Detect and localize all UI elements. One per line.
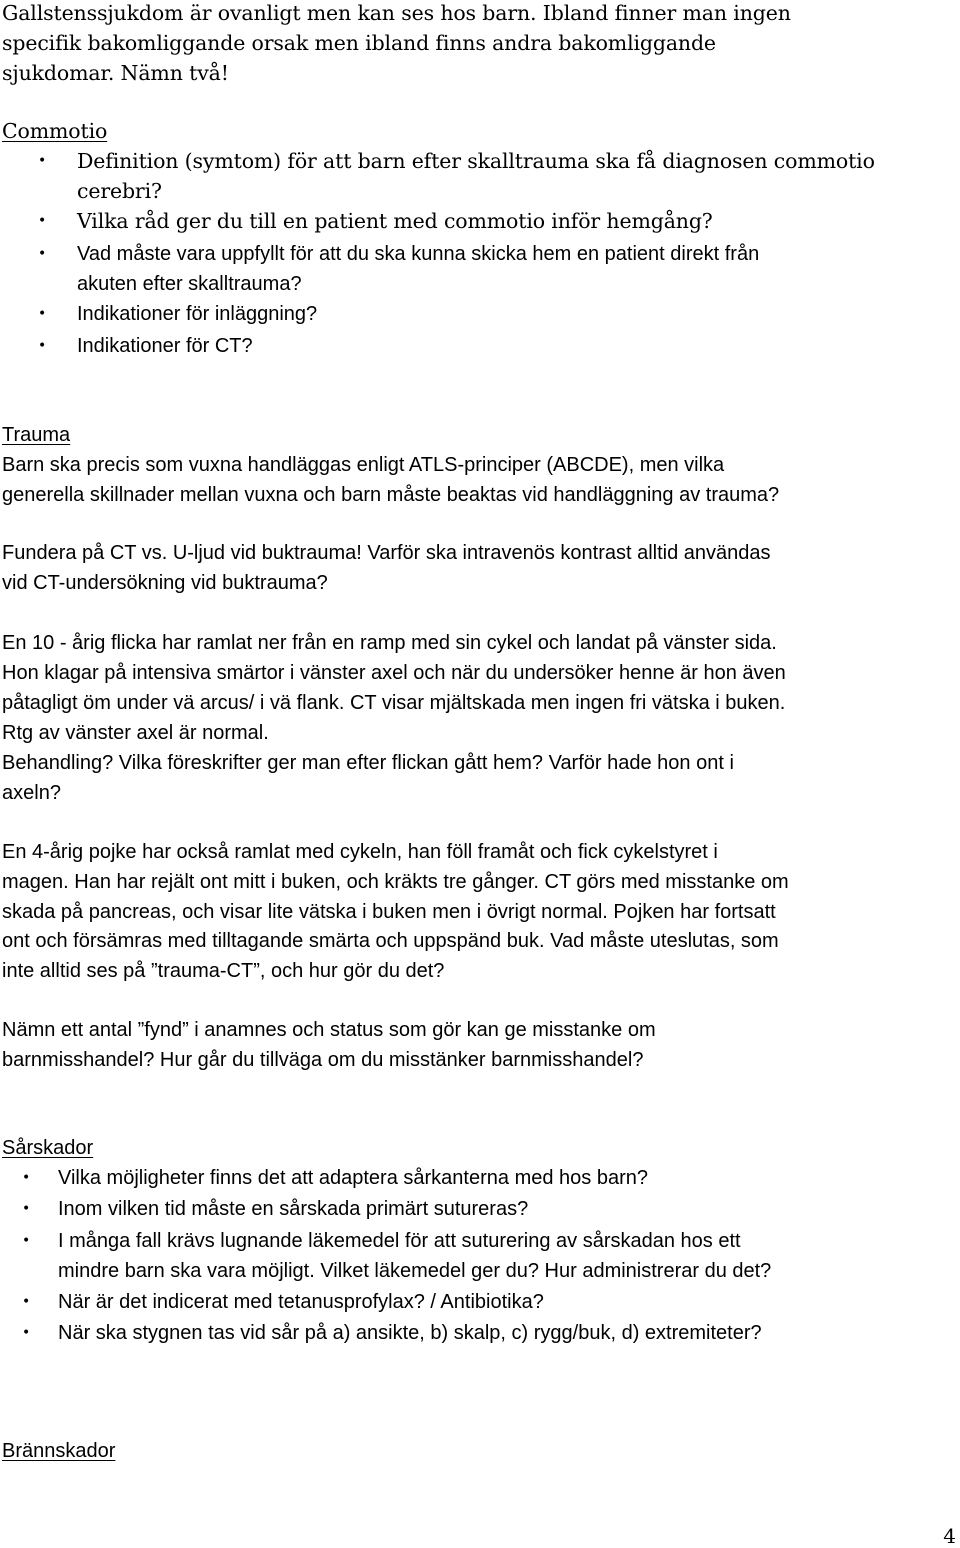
trauma-paragraph-5-line-1: Nämn ett antal ”fynd” i anamnes och status som gör kan ge misstanke om [2, 1019, 656, 1041]
heading-commotio: Commotio [2, 119, 108, 143]
bullet-icon: • [38, 338, 47, 354]
intro-line-3: sjukdomar. Nämn två! [2, 61, 229, 85]
trauma-paragraph-3-line-3: påtagligt öm under vä arcus/ i vä flank. CT visar mjältskada men ingen fri vätska i buken. [2, 692, 786, 714]
intro-line-1: Gallstenssjukdom är ovanligt men kan ses hos barn. Ibland finner man ingen [2, 1, 791, 25]
commotio-item-4: Indikationer för inläggning? [77, 303, 318, 325]
heading-brannskador: Brännskador [2, 1440, 116, 1462]
bullet-icon: • [22, 1233, 31, 1249]
sarskador-item-4: När är det indicerat med tetanusprofylax? / Antibiotika? [58, 1291, 544, 1313]
commotio-item-3-line-2: akuten efter skalltrauma? [77, 273, 302, 295]
bullet-icon: • [22, 1325, 31, 1341]
trauma-paragraph-4-line-2: magen. Han har rejält ont mitt i buken, och kräkts tre gånger. CT görs med misstanke om [2, 871, 789, 893]
page-number: 4 [943, 1524, 956, 1548]
bullet-icon: • [22, 1170, 31, 1186]
sarskador-item-1: Vilka möjligheter finns det att adaptera sårkanterna med hos barn? [58, 1167, 648, 1189]
bullet-icon: • [38, 153, 47, 169]
trauma-paragraph-3-line-2: Hon klagar på intensiva smärtor i vänster axel och när du undersöker henne är hon även [2, 662, 786, 684]
trauma-paragraph-4-line-5: inte alltid ses på ”trauma-CT”, och hur gör du det? [2, 960, 445, 982]
heading-sarskador: Sårskador [2, 1137, 94, 1159]
commotio-item-1-line-2: cerebri? [77, 179, 162, 203]
sarskador-item-5: När ska stygnen tas vid sår på a) ansikte, b) skalp, c) rygg/buk, d) extremiteter? [58, 1322, 762, 1344]
trauma-paragraph-4-line-3: skada på pancreas, och visar lite vätska i buken men i övrigt normal. Pojken har fortsatt [2, 901, 776, 923]
trauma-paragraph-4-line-1: En 4-årig pojke har också ramlat med cykeln, han föll framåt och fick cykelstyret i [2, 841, 718, 863]
bullet-icon: • [22, 1201, 31, 1217]
bullet-icon: • [38, 213, 47, 229]
sarskador-item-3-line-1: I många fall krävs lugnande läkemedel för att suturering av sårskadan hos ett [58, 1230, 741, 1252]
trauma-paragraph-3-line-6: axeln? [2, 782, 61, 804]
sarskador-item-3-line-2: mindre barn ska vara möjligt. Vilket läkemedel ger du? Hur administrerar du det? [58, 1260, 772, 1282]
trauma-paragraph-2-line-1: Fundera på CT vs. U-ljud vid buktrauma! Varför ska intravenös kontrast alltid användas [2, 542, 771, 564]
trauma-paragraph-1-line-2: generella skillnader mellan vuxna och barn måste beaktas vid handläggning av trauma? [2, 484, 780, 506]
trauma-paragraph-3-line-4: Rtg av vänster axel är normal. [2, 722, 269, 744]
trauma-paragraph-3-line-1: En 10 - årig flicka har ramlat ner från en ramp med sin cykel och landat på vänster sida. [2, 632, 777, 654]
intro-line-2: specifik bakomliggande orsak men ibland finns andra bakomliggande [2, 31, 716, 55]
trauma-paragraph-3-line-5: Behandling? Vilka föreskrifter ger man efter flickan gått hem? Varför hade hon ont i [2, 752, 734, 774]
trauma-paragraph-1-line-1: Barn ska precis som vuxna handläggas enligt ATLS-principer (ABCDE), men vilka [2, 454, 725, 476]
bullet-icon: • [22, 1294, 31, 1310]
commotio-item-2: Vilka råd ger du till en patient med commotio inför hemgång? [77, 209, 713, 233]
trauma-paragraph-5-line-2: barnmisshandel? Hur går du tillväga om du misstänker barnmisshandel? [2, 1049, 644, 1071]
bullet-icon: • [38, 306, 47, 322]
bullet-icon: • [38, 246, 47, 262]
commotio-item-5: Indikationer för CT? [77, 335, 253, 357]
trauma-paragraph-2-line-2: vid CT-undersökning vid buktrauma? [2, 572, 328, 594]
commotio-item-1-line-1: Definition (symtom) för att barn efter skalltrauma ska få diagnosen commotio [77, 149, 875, 173]
sarskador-item-2: Inom vilken tid måste en sårskada primärt sutureras? [58, 1198, 529, 1220]
heading-trauma: Trauma [2, 424, 71, 446]
trauma-paragraph-4-line-4: ont och försämras med tilltagande smärta och uppspänd buk. Vad måste uteslutas, som [2, 930, 779, 952]
commotio-item-3-line-1: Vad måste vara uppfyllt för att du ska kunna skicka hem en patient direkt från [77, 243, 760, 265]
